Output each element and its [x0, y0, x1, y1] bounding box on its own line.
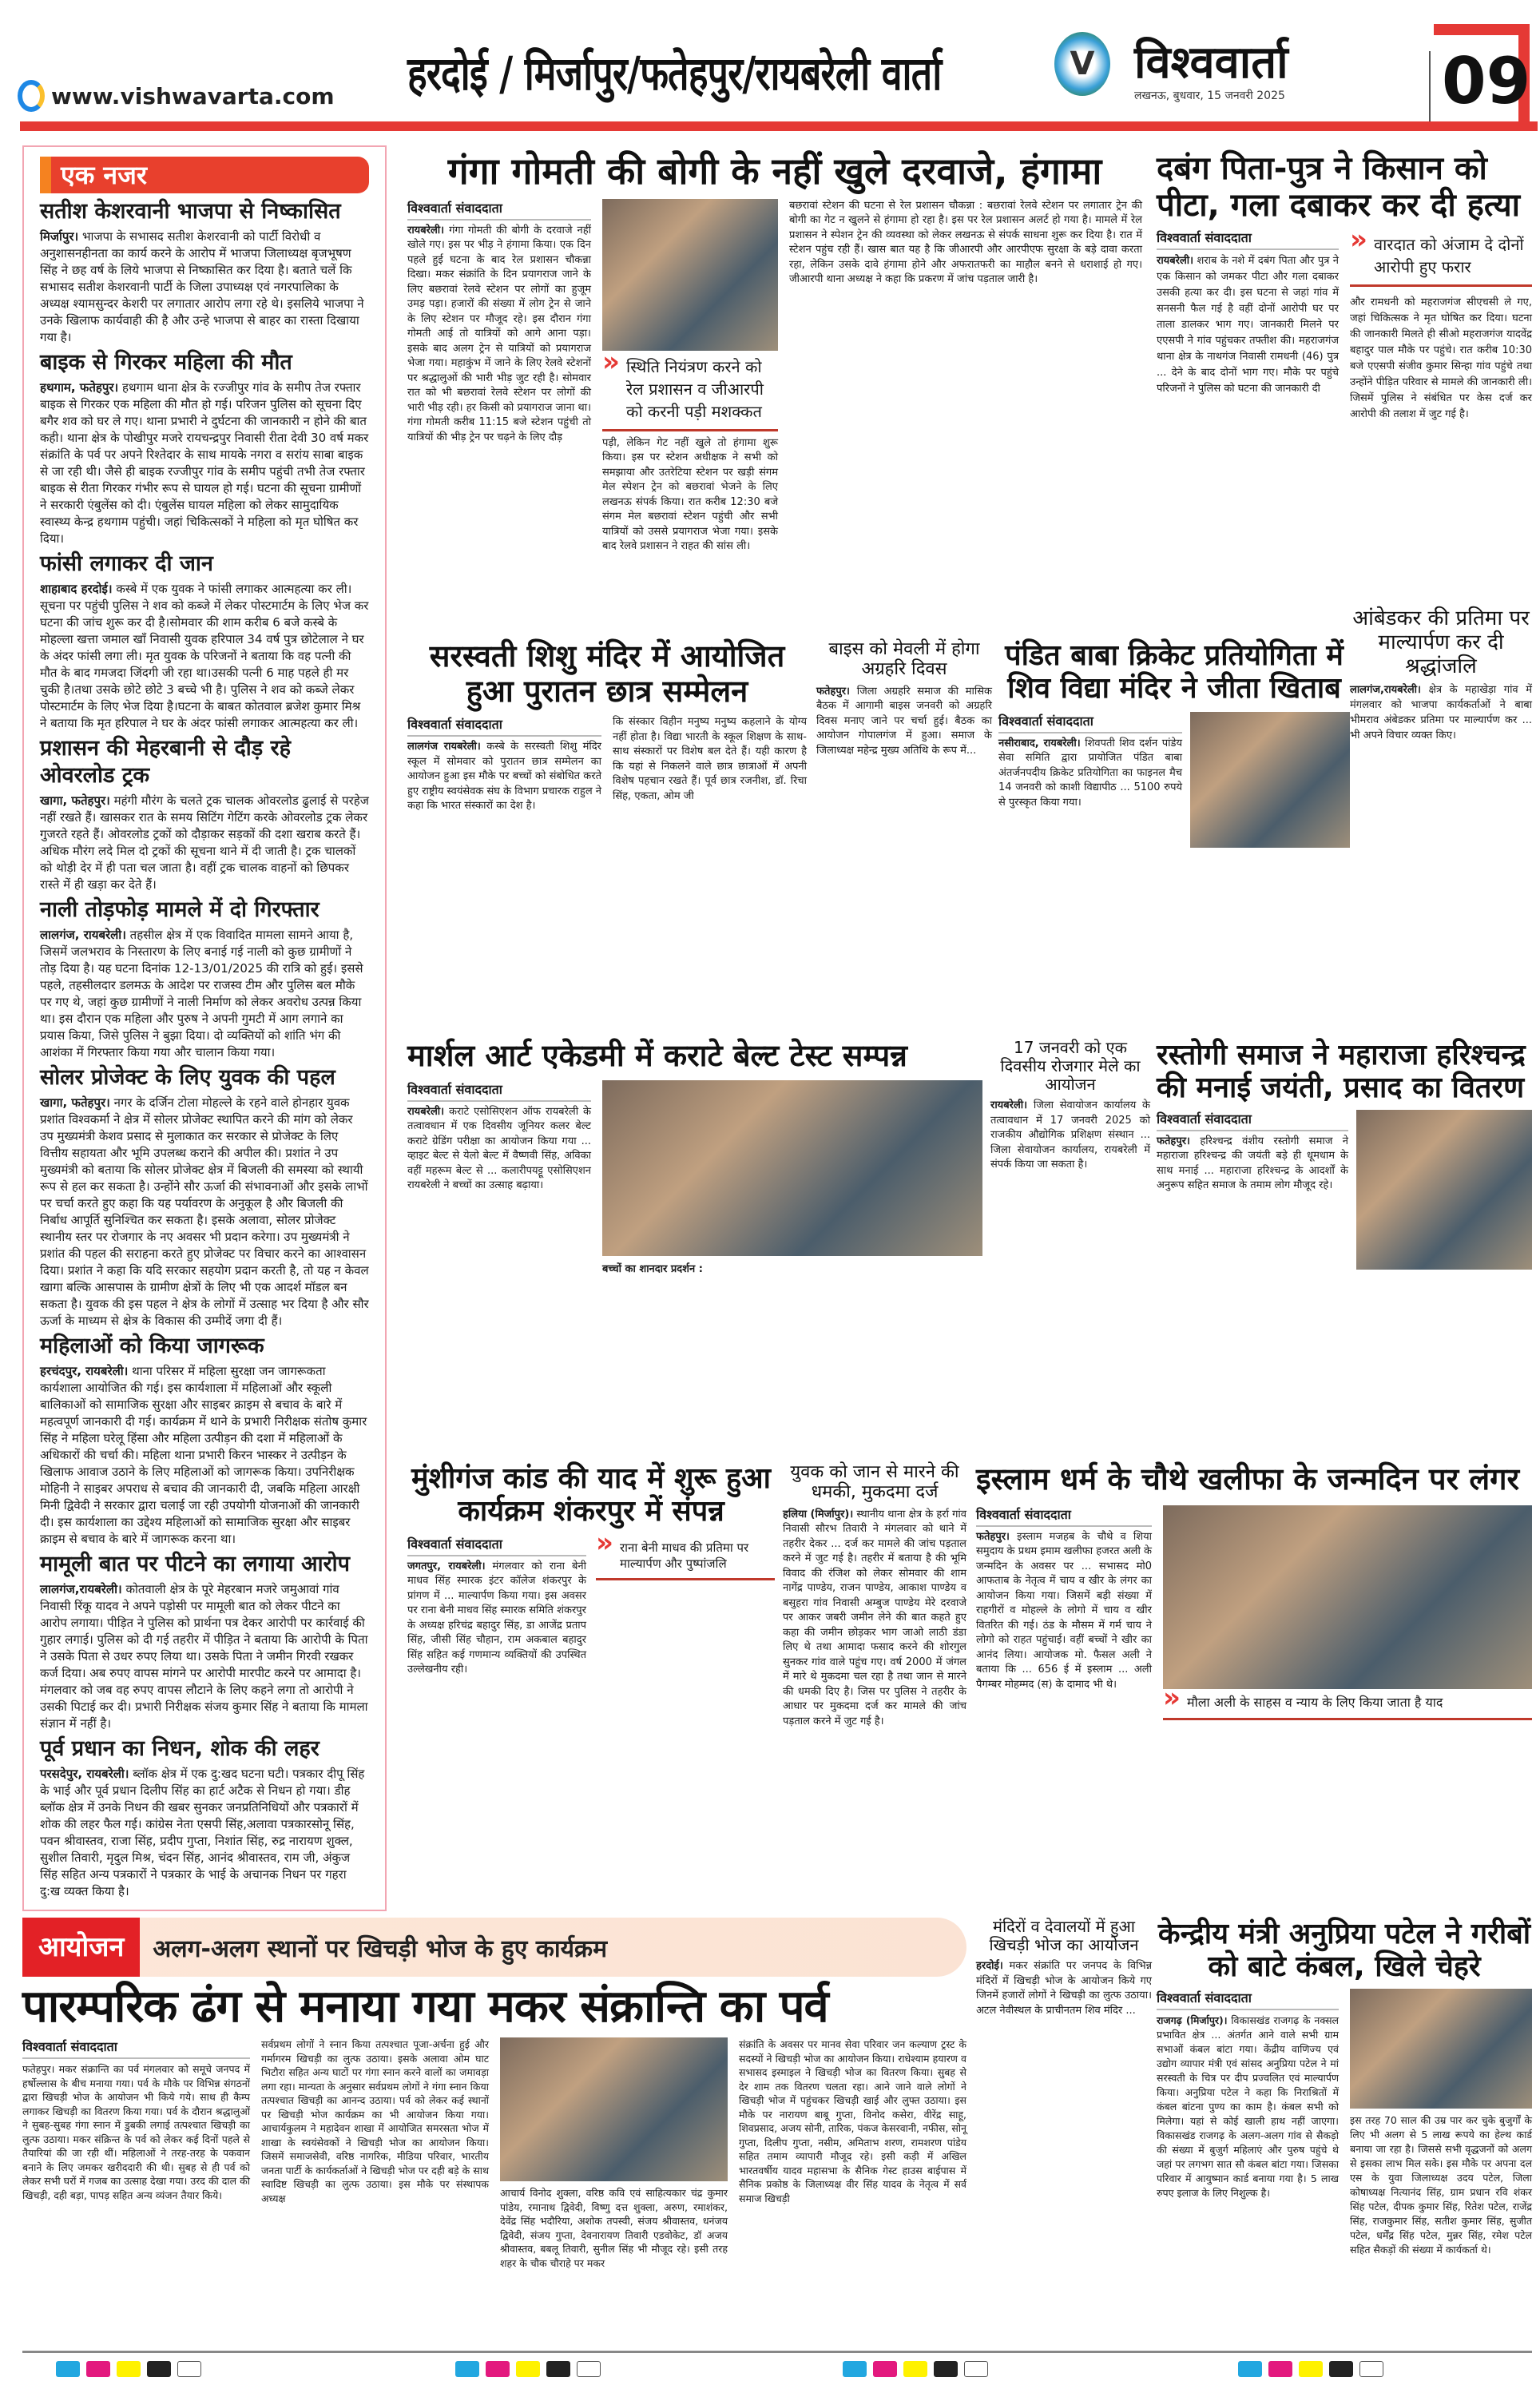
briefs-list	[40, 198, 369, 1900]
registration-marks	[1238, 2361, 1383, 2377]
brief-place: परसदेपुर, रायबरेली।	[40, 1767, 129, 1781]
masthead-divider	[20, 121, 1538, 131]
headline: गंगा गोमती की बोगी के नहीं खुले दरवाजे, हंगामा	[447, 149, 1102, 193]
article-rastogi	[1157, 1039, 1532, 1430]
body-text: मकर संक्रांति पर जनपद के विभिन्न मंदिरों में खिचड़ी भोज के आयोजन किये गए जिनमें हजारों लोगों ने खिचड़ी का लुत्फ उठाया। अटल नेवीस्थल के प्राचीनतम शिव मंदिर ...	[976, 1960, 1152, 2017]
headline: केन्द्रीय मंत्री अनुप्रिया पटेल ने गरीबों को बाटे कंबल, खिले चेहरे	[1157, 1918, 1531, 1984]
dateline-place: राजगढ़ (मिर्जापुर)।	[1157, 2013, 1228, 2026]
brand-name: विश्ववार्ता	[1134, 37, 1288, 89]
news-photo	[500, 2037, 728, 2181]
body-text: विकासखंड राजगढ़ के नक्सल प्रभावित क्षेत्र ... अंतर्गत आने वाले सभी ग्राम सभाओं कंबल बांटा गया। केंद्रीय वाणिज्य एवं उद्योग व्यापार मंत्री एवं सांसद अनुप्रिया पटेल ने मां सरस्वती के चित्र पर दीप प्रज्वलित एवं माल्यार्पण किया। अनुप्रिया पटेल ने कहा कि निराश्रितों में कंबल बांटना पुण्य का काम है। कंबल सभी को मिलेगा। यहां से कोई खाली हाथ नहीं जाएगा। विकासखंड राजगढ़ के अलग-अलग गांव से सैकड़ो की संख्या में बुजुर्ग महिलाएं और पुरुष पहुंचे थे जहां पर लगभग सात सौ कंबल बांटा गया। जिसका परिवार में आयुष्मान कार्ड बनाया गया है। 5 लाख रुपए इलाज के लिए निशुल्क है।	[1157, 2013, 1339, 2199]
crosshair-icon	[964, 2361, 988, 2377]
headline: रस्तोगी समाज ने महाराजा हरिश्चन्द्र की मनाई जयंती, प्रसाद का वितरण	[1157, 1039, 1526, 1105]
crosshair-icon	[177, 2361, 201, 2377]
callout: » राना बेनी माधव की प्रतिमा पर माल्यार्पण और पुष्पांजलि	[596, 1535, 775, 1580]
black-swatch	[147, 2361, 171, 2377]
dateline-place: रायबरेली।	[990, 1099, 1028, 1111]
body-text: सर्वप्रथम लोगों ने स्नान किया तत्पश्चात पूजा-अर्चना हुई और गर्मागरम खिचड़ी का लुत्फ उठाया। इसके अलावा ओम घाट भिटौरा सहित अन्य घाटों पर गंगा स्नान करने वालों का जमावड़ा लगा रहा। मान्यता के अनुसार सर्वप्रथम लोगों ने गंगा स्नान किया तत्पश्चात खिचड़ी का आनन्द उठाया। पर्व को लेकर कई स्थानों पर खिचड़ी भोज कार्यक्रम का भी आयोजन किया गया। आचार्यकुलम ने महादेवन शाखा में आयोजित समरसता भोज में शाखा के स्वयंसेवकों ने खिचड़ी भोज का आयोजन किया। जिसमें समाजसेवी, वरिष्ठ नागरिक, मीडिया परिवार, भारतीय जनता पार्टी के कार्यकर्ताओं ने खिचड़ी भोज पर दही बड़े के साथ स्वादिष्ट खिचड़ी का लुत्फ उठाया। इस मौके पर संस्थापक अध्यक्ष	[261, 2038, 489, 2204]
body-text: मंगलवार को राना बेनी माधव सिंह स्मारक इंटर कॉलेज शंकरपुर के प्रांगण में ... माल्यार्पण किया गया। इस अवसर पर राना बेनी माधव सिंह स्मारक समिति शंकरपुर के अध्यक्ष हरिचंद्र बहादुर सिंह, डा आजेंद्र प्रताप सिंह, जीसी सिंह चौहान, राम अकबाल बहादुर सिंह सहित कई गणमान्य व्यक्तियों की उपस्थित उल्लेखनीय रही।	[407, 1560, 586, 1676]
brief-title: नाली तोड़फोड़ मामले में दो गिरफ्तार	[40, 897, 320, 922]
article-dhamki	[783, 1462, 966, 1910]
brief-title: मामूली बात पर पीटने का लगाया आरोप	[40, 1552, 350, 1576]
brief-body	[40, 1363, 369, 1548]
byline: विश्ववार्ता संवाददाता	[407, 199, 591, 221]
brief-text: कस्बे में एक युवक ने फांसी लगाकर आत्महत्या कर ली। सूचना पर पहुंची पुलिस ने शव को कब्जे में लेकर पोस्टमार्टम के लिए भेज कर घटना की जांच शुरू कर दी है।सोमवार की शाम करीब 6 बजे कस्बे के मोहल्ला खत्ता जमाल खाँ निवासी युवक हरिपाल 34 वर्ष पुत्र छोटेलाल ने घर के अंदर फांसी लगा ली। मृत युवक के परिजनों ने बताया कि वह पत्नी की मौत के बाद गमजदा जिंदगी जी रहा था।उसकी पत्नी 6 माह पहले ही मर चुकी है।तथा उसके छोटे छोटे 3 बच्चे भी है। पुलिस ने शव को कब्जे लेकर पोस्टमार्टम के लिए भेज दिया है।घटना के बाबत कोतवाल ब्रजेश कुमार मिश्र ने बताया कि मृत हरिपाल ने घर के अंदर फांसी लगाकर आत्महत्या कर ली।	[40, 582, 369, 730]
dateline-place: लालगंज रायबरेली।	[407, 741, 481, 753]
byline: विश्ववार्ता संवाददाता	[1157, 1989, 1339, 2010]
article-saraswati	[407, 639, 807, 1015]
body-text: क्षेत्र के महाखेड़ा गांव में मंगलवार को भाजपा कार्यकर्ताओं ने बाबा भीमराव अंबेडकर प्रतिमा पर माल्यार्पण कर ... भी अपने विचार व्यक्त किए।	[1350, 683, 1532, 741]
section-title: हरदोई / मिर्जापुर/फतेहपुर/रायबरेली वार्ता	[407, 46, 942, 101]
black-swatch	[934, 2361, 958, 2377]
headline: मंदिरों व देवालयों में हुआ खिचड़ी भोज का आयोजन	[989, 1917, 1139, 1954]
brief-body	[40, 1095, 369, 1330]
yellow-swatch	[1299, 2361, 1323, 2377]
cyan-swatch	[455, 2361, 479, 2377]
body-text: जिला सेवायोजन कार्यालय के तत्वावधान में 17 जनवरी 2025 को राजकीय औद्योगिक प्रशिक्षण संस्थान ... जिला सेवायोजन कार्यालय, रायबरेली में संपर्क किया जा सकता है।	[990, 1099, 1150, 1171]
brief-body	[40, 229, 369, 346]
news-photo	[602, 199, 778, 351]
byline: विश्ववार्ता संवाददाता	[22, 2037, 250, 2059]
yellow-swatch	[903, 2361, 927, 2377]
headline: बाइस को मेवली में होगा अग्रहरि दिवस	[828, 639, 980, 680]
brief-text: नगर के दर्जिन टोला मोहल्ले के रहने वाले होनहार युवक प्रशांत विश्वकर्मा ने क्षेत्र में सोलर प्रोजेक्ट स्थापित करने की मांग को लेकर उप मुख्यमंत्री केशव प्रसाद से मुलाकात कर सरकार से प्रोजेक्ट के लिए वित्तीय सहायता और भूमि उपलब्ध कराने की अपील की। प्रशांत ने उप मुख्यमंत्री को बताया कि सोलर प्रोजेक्ट क्षेत्र में बिजली की समस्या को स्थायी रूप से हल कर सकता है। उन्होंने सौर ऊर्जा की संभावनाओं और इसके लाभों पर चर्चा करते हुए कहा कि यह पर्यावरण के अनुकूल है और बिजली की निर्बाध आपूर्ति सुनिश्चित कर सकता है। इसके अलावा, सोलर प्रोजेक्ट स्थानीय स्तर पर रोजगार के नए अवसर भी प्रदान करेगा। उप मुख्यमंत्री ने प्रशांत की पहल की सराहना करते हुए प्रोजेक्ट पर विचार करने का आश्वासन दिया। प्रशांत ने कहा कि यदि सरकार सहयोग प्रदान करती है, तो यह न केवल खागा बल्कि आसपास के ग्रामीण क्षेत्रों के लिए भी एक आदर्श मॉडल बन सकता है। युवक की इस पहल ने क्षेत्र के लोगों में उत्साह भर दिया है और सौर ऊर्जा के माध्यम से क्षेत्र के विकास की उम्मीदें जगा दी हैं।	[40, 1095, 369, 1328]
article-rozgar	[990, 1039, 1150, 1430]
brief-title: पूर्व प्रधान का निधन, शोक की लहर	[40, 1736, 320, 1761]
news-photo	[1356, 1110, 1532, 1270]
brief-title: प्रशासन की मेहरबानी से दौड़ रहे ओवरलोड ट्रक	[40, 736, 292, 788]
headline: मुंशीगंज कांड की याद में शुरू हुआ कार्यक्रम शंकरपुर में संपन्न	[411, 1462, 771, 1528]
brief-place: हथगाम, फतेहपुर।	[40, 380, 119, 395]
brief-body	[40, 581, 369, 732]
magenta-swatch	[873, 2361, 897, 2377]
ek-najar-label: एक नजर	[40, 157, 369, 193]
body-text: शिवपती शिव दर्शन पांडेय सेवा समिति द्वारा प्रायोजित पंडित बाबा अंतर्जनपदीय क्रिकेट प्रतियोगिता का फाइनल मैच 14 जनवरी को काशी विद्यापीठ ... 5100 रुपये से पुरस्कृत किया गया।	[998, 737, 1182, 809]
article-khalifa	[976, 1462, 1532, 1910]
brief-text: महंगी मौरंग के चलते ट्रक चालक ओवरलोड ढुलाई से परहेज नहीं रखते हैं। खासकर रात के समय सिटिंग गेटिंग करके ओवरलोड ट्रक लेकर गुजरते रहते हैं। ओवरलोड ट्रकों को दौड़ाकर सड़कों की दशा खराब करते हैं। अधिक मौरंग लदे मिल दो ट्रकों की सूचना थाने में दी जाती है। ट्रक चालकों को थोड़ी देर में ही पता चल जाता है। वहीं ट्रक चालक वाहनों को छिपकर रास्ते में ही खड़ा कर देते हैं।	[40, 793, 369, 892]
website-url[interactable]: www.vishwavarta.com	[51, 82, 335, 109]
brief-place: मिर्जापुर।	[40, 229, 79, 244]
cyan-swatch	[56, 2361, 80, 2377]
brief-body	[40, 927, 369, 1061]
news-photo	[602, 1080, 982, 1256]
page-number: 09	[1434, 24, 1530, 126]
article-agrahari	[816, 639, 992, 1015]
body-text: गंगा गोमती की बोगी के दरवाजे नहीं खोले गए। इस पर भीड़ ने हंगामा किया। एक दिन पहले हुई घटना के बाद रेल प्रशासन चौकन्ना दिखा। मकर संक्रांति के दिन प्रयागराज जाने के लिए बछरावां रेलवे स्टेशन पर लोगों का हुजूम उमड़ पड़ा। हजारों की संख्या में लोग ट्रेन से जाने के लिए स्टेशन पर मौजूद रहे। इस दौरान गंगा गोमती आई तो यात्रियों को आगे आना पड़ा। इसके बाद अलग ट्रेन से यात्रियों को प्रयागराज भेजा गया। महाकुंभ में जाने के लिए रेलवे स्टेशनों पर श्रद्धालुओं की भारी भीड़ जुट रही है। सोमवार रात को भी बछरावां रेलवे स्टेशन पर लोगों की भारी भीड़ रही। हर किसी को प्रयागराज जाना था। गंगा गोमती करीब 11:15 बजे स्टेशन पहुंची तो यात्रियों की भीड़ ट्रेन पर चढ़ने के लिए दौड़	[407, 224, 592, 443]
callout: » स्थिति नियंत्रण करने को रेल प्रशासन व जीआरपी को करनी पड़ी मशक्कत	[602, 351, 778, 431]
dateline-place: फतेहपुर।	[1157, 1135, 1190, 1147]
byline: विश्ववार्ता संवाददाता	[407, 1080, 591, 1102]
article-ambedkar	[1350, 607, 1532, 1015]
body-text: इस्लाम मजहब के चौथे व शिया समुदाय के प्रथम इमाम खलीफा हजरत अली के जन्मदिन के अवसर पर ... सभासद मो0 आफताब के नेतृत्व में चाय व खीर के लंगर का आयोजन किया गया। जिसमें बड़ी संख्या में राहगीरों व मोहल्ले के लोगो में चाय व खीर वितरित की गई। ठंड के मौसम में गर्म चाय ने लोगो को राहत पहुंचाई। वहीं बच्चों ने खीर का आनंद लिया। आयोजक मो. फैसल अली ने बताया कि ... 656 ई में इस्लाम ... अली पैगम्बर मोहम्मद (स) के दामाद भी थे।	[976, 1530, 1152, 1691]
brief-body	[40, 380, 369, 547]
section-banner	[22, 1918, 966, 1977]
news-photo	[1190, 712, 1350, 848]
article-ganga-gomti	[407, 149, 1142, 553]
byline: विश्ववार्ता संवाददाता	[998, 712, 1182, 733]
body-text: पड़ी, लेकिन गेट नहीं खुले तो हंगामा शुरू किया। इस पर स्टेशन अधीक्षक ने सभी को समझाया और उतरेटिया स्टेशन पर खड़ी संगम मेल स्पेशन ट्रेन को बछरावां भेजने के लिए लखनऊ संपर्क किया। रात करीब 12:30 बजे संगम मेल बछरावां स्टेशन पहुंची और सभी यात्रियों को उससे प्रयागराज भेजा गया। इसके बाद रेलवे प्रशासन ने राहत की सांस ली।	[602, 436, 778, 553]
callout: » मौला अली के साहस व न्याय के लिए किया जाता है याद	[1163, 1689, 1532, 1720]
dateline-place: रायबरेली।	[407, 224, 445, 237]
brief-title: सोलर प्रोजेक्ट के लिए युवक की पहल	[40, 1065, 335, 1090]
article-karate	[407, 1039, 982, 1430]
body-text: कराटे एसोसिएशन ऑफ रायबरेली के तत्वावधान में एक दिवसीय जूनियर कलर बेल्ट कराटे ग्रेडिंग परीक्षा का आयोजन किया गया ... व्हाइट बेल्ट से येलो बेल्ट में वैष्णवी सिंह, अविका वहीं महरूम बेल्ट से ... कलारीपयट्टू एसोसिएशन रायबरेली ने बच्चों का उत्साह बढ़ाया।	[407, 1105, 591, 1192]
brief-place: लालगंज, रायबरेली।	[40, 928, 126, 942]
brief-body	[40, 793, 369, 893]
dateline-place: नसीराबाद, रायबरेली।	[998, 737, 1081, 749]
registration-marks	[843, 2361, 988, 2377]
brief-title: सतीश केशरवानी भाजपा से निष्कासित	[40, 199, 341, 224]
news-photo	[1350, 1989, 1532, 2109]
brief-title: महिलाओं को किया जागरूक	[40, 1334, 264, 1358]
brief-text: थाना परिसर में महिला सुरक्षा जन जागरूकता कार्यशाला आयोजित की गई। इस कार्यशाला में महिलाओं और स्कूली बालिकाओं को सामाजिक सुरक्षा और साइबर क्राइम से बचाव के बारे में महत्वपूर्ण जानकारी दी गई। कार्यक्रम में थाने के प्रभारी निरीक्षक संतोष कुमार सिंह ने महिला घरेलू हिंसा और महिला उत्पीड़न की दशा में महिलाओं के अधिकारों की चर्चा की। महिला थाना प्रभारी किरन भास्कर ने उत्पीड़न के खिलाफ आवाज उठाने के लिए महिलाओं को जागरूक किया। उपनिरीक्षक मोहिनी ने साइबर अपराध से बचाव की जानकारी दी, जबकि महिला आरक्षी मिनी द्विवेदी ने सरकार द्वारा चलाई जा रही उपयोगी योजनाओं की जानकारी दी। इस कार्यशाला का उद्देश्य महिलाओं को सामाजिक सुरक्षा और साइबर क्राइम से बचाव के बारे में जागरूक करना था।	[40, 1364, 367, 1546]
magenta-swatch	[486, 2361, 510, 2377]
body-text: कि संस्कार विहीन मनुष्य मनुष्य कहलाने के योग्य नहीं होता है। विद्या भारती के स्कूल शिक्षण के साथ-साथ संस्कारों पर विशेष बल देते हैं। यही कारण है कि यहां से निकलने वाले छात्र छात्राओं में अपनी विशेष पहचान रखते हैं। पूर्व छात्र रजनीश, डॉ. रिचा सिंह, एकता, ओम जी	[613, 716, 807, 802]
byline: विश्ववार्ता संवाददाता	[976, 1505, 1152, 1527]
ek-najar-column	[22, 145, 387, 1911]
headline: युवक को जान से मारने की धमकी, मुकदमा दर्ज	[790, 1462, 959, 1503]
dateline: लखनऊ, बुधवार, 15 जनवरी 2025	[1134, 89, 1285, 102]
callout: » वारदात को अंजाम दे दोनों आरोपी हुए फरार	[1350, 229, 1532, 287]
byline: विश्ववार्ता संवाददाता	[407, 715, 601, 737]
headline: दबंग पिता-पुत्र ने किसान को पीटा, गला दबाकर कर दी हत्या	[1157, 150, 1521, 224]
dateline-place: हरदोई।	[976, 1960, 1003, 1972]
section-subtitle: अलग-अलग स्थानों पर खिचड़ी भोज के हुए कार्यक्रम	[153, 1934, 608, 1963]
byline: विश्ववार्ता संवाददाता	[407, 1535, 586, 1556]
yellow-swatch	[516, 2361, 540, 2377]
article-cricket	[998, 639, 1350, 1015]
dateline-place: रायबरेली।	[1157, 255, 1194, 267]
body-text: स्थानीय थाना क्षेत्र के हर्रा गांव निवासी सौरभ तिवारी ने मंगलवार को थाने में तहरीर देकर ... दर्ज कर मामले की जांच पड़ताल करने में जुट गई है। तहरीर में बताया है की भूमि विवाद की रंजिश को लेकर सोमवार की शाम नागेंद्र पाण्डेय, राजन पाण्डेय, आकाश पाण्डेय व बसुहरा गांव निवासी अम्बुज पाण्डेय मेरे दरवाजे पर आकर जबरी जमीन लेने की बात कहते हुए कहा की जमीन छोड़कर भाग जाओ लाठी डंडा लिए थे तथा आमादा फसाद करने की शोरगुल सुनकर गांव वाले पहुंच गए। वर्ष 2000 में जंगल में मारे थे मुकदमा चल रहा है तथा जान से मारने की धमकी दिए है। जिस पर पुलिस ने तहरीर के आधार पर मुकदमा दर्ज कर मामले की जांच पड़ताल करने में जुट गई है।	[783, 1508, 967, 1727]
body-text: इस तरह 70 साल की उम्र पार कर चुके बुजुर्गों के लिए भी अलग से 5 लाख रूपये का हेल्थ कार्ड बनाया जा रहा है। जिससे सभी वृद्धजनों को अलग से इसका लाभ मिल सके। इस मौके पर अपना दल एस के युवा जिलाध्यक्ष उदय पटेल, जिला कोषाध्यक्ष नित्यानंद सिंह, ग्राम प्रधान रवि शंकर सिंह पटेल, दीपक कुमार सिंह, रितेश पटेल, राजेंद्र सिंह, राजकुमार सिंह, सतीश कुमार सिंह, सुजीत पटेल, धर्मेंद्र सिंह पटेल, मुन्नर सिंह, रमेश पटेल सहित सैकड़ों की संख्या में कार्यकर्ता थे।	[1350, 2113, 1532, 2256]
brief-place: खागा, फतेहपुर।	[40, 793, 110, 808]
brief-text: तहसील क्षेत्र में एक विवादित मामला सामने आया है, जिसमें जलभराव के निस्तारण के लिए बनाई गई नाली को कुछ ग्रामीणों ने तोड़ दिया है। यह घटना दिनांक 12-13/01/2025 की रात्रि को हुई। इससे पहले, तहसीलदार डलमऊ के आदेश पर राजस्व टीम और पुलिस बल मौके पर गए थे, जहां कुछ ग्रामीणों ने नाली निर्माण को लेकर अवरोध उत्पन्न किया था। इस दौरान एक महिला और पुरुष ने अपनी गुमटी में आग लगाने का प्रयास किया, जिसे पुलिस ने बुझा दिया। दो व्यक्तियों को शांति भंग की आशंका में गिरफ्तार किया गया और चालान किया गया।	[40, 928, 363, 1059]
headline: इस्लाम धर्म के चौथे खलीफा के जन्मदिन पर लंगर	[976, 1461, 1520, 1497]
brief-title: बाइक से गिरकर महिला की मौत	[40, 350, 292, 375]
brief-text: कोतवाली क्षेत्र के पूरे मेहरबान मजरे जमुआवां गांव निवासी रिंकू यादव ने अपने पड़ोसी पर मामूली बात को लेकर पीटने का आरोप लगाया। पीड़ित ने पुलिस को प्रार्थना पत्र देकर आरोपी पर कार्रवाई की गुहार लगाई। पुलिस को दी गई तहरीर में पीड़ित ने बताया कि आरोपी के पिता ने उसके पिता से उधर रुपए लिया था। उसके पिता ने जमीन गिरवी रखकर कर्ज दिया। अब रुपए वापस मांगने पर आरोपी मारपीट करने पर आमादा है। मंगलवार को जब वह रुपए वापस लौटाने के लिए कहने लगा तो आरोपी ने उसकी पिटाई कर दी। प्रभारी निरीक्षक संजय कुमार सिंह ने बताया कि मामला संज्ञान में नहीं है।	[40, 1582, 368, 1731]
body-text: आचार्य विनोद शुक्ला, वरिष्ठ कवि एवं साहित्यकार चंद्र कुमार पांडेय, रमानाथ द्विवेदी, विष्णु दत्त शुक्ला, अरुण, रमाशंकर, देवेंद्र सिंह भदौरिया, अशोक तपस्वी, संजय श्रीवास्तव, धनंजय द्विवेदी, संजय गुप्ता, देवनारायण तिवारी एडवोकेट, डॉ अजय श्रीवास्तव, बबलू तिवारी, सुनील सिंह भी मौजूद रहे। इसी तरह शहर के चौक चौराहे पर मकर	[500, 2187, 728, 2269]
crosshair-icon	[577, 2361, 601, 2377]
brief-text: हथगाम थाना क्षेत्र के रज्जीपुर गांव के समीप तेज रफ्तार बाइक से गिरकर एक महिला की मौत हो गई। परिजन पुलिस को सूचना दिए बगैर शव को घर ले गए। थाना प्रभारी ने दुर्घटना की जानकारी न होने की बात कही। थाना क्षेत्र के पोखीपुर मजरे रायचन्द्रपुर निवासी रीता देवी 30 वर्ष मकर संक्रांति के पर्व पर अपने रिश्तेदार के साथ मायके नगरा व सरांय साबा बाइक से जा रही थी। जैसे ही बाइक रज्जीपुर गांव के समीप पहुंची तभी तेज रफ्तार बाइक से रीता गिरकर गंभीर रूप से घायल हो गई। घटना की सूचना ग्रामीणों ने सरकारी एंबुलेंस को दी। एंबुलेंस घायल महिला को लेकर सामुदायिक स्वास्थ्य केन्द्र हथगाम पहुंची। जहां चिकित्सकों ने महिला को मृत घोषित कर दिया।	[40, 380, 369, 546]
article-mandir-khichdi	[976, 1918, 1152, 2349]
headline: पारम्परिक ढंग से मनाया गया मकर संक्रान्ति का पर्व	[22, 1981, 828, 2033]
dateline-place: लालगंज,रायबरेली।	[1350, 683, 1421, 696]
browser-icon	[18, 80, 45, 112]
headline: मार्शल आर्ट एकेडमी में कराटे बेल्ट टेस्ट सम्पन्न	[407, 1038, 907, 1073]
byline: विश्ववार्ता संवाददाता	[1157, 229, 1339, 250]
body-text: कस्बे के सरस्वती शिशु मंदिर स्कूल में सोमवार को पुरातन छात्र सम्मेलन का आयोजन हुआ इस मौके पर बच्चों को संबोधित करते हुए राष्ट्रीय स्वयंसेवक संघ के विभाग प्रचारक राहुल ने कहा कि भारत संस्कारों का देश है।	[407, 741, 601, 813]
cyan-swatch	[843, 2361, 867, 2377]
brief-place: हरचंदपुर, रायबरेली।	[40, 1364, 129, 1378]
brief-place: शाहाबाद हरदोई।	[40, 582, 113, 596]
body-text: शराब के नशे में दबंग पिता और पुत्र ने एक किसान को जमकर पीटा और गला दबाकर उसकी हत्या कर दी। इस घटना से जहां गांव में सनसनी फैल गई है वहीं दोनों आरोपी घर पर ताला डालकर भाग गए। जानकारी मिलने पर एएसपी ने गांव पहुंचकर तफ्तीश की। महराजगंज थाना क्षेत्र के नाथगंज निवासी रामधनी (46) पुत्र ... देने के बाद दोनों भाग गए। मौके पर पहुंचे परिजनों ने पुलिस को घटना की जानकारी दी	[1157, 255, 1339, 395]
crosshair-icon	[1359, 2361, 1383, 2377]
brief-body	[40, 1581, 369, 1732]
headline: सरस्वती शिशु मंदिर में आयोजित हुआ पुरातन छात्र सम्मेलन	[429, 638, 785, 709]
article-anupriya	[1157, 1918, 1532, 2349]
website-link[interactable]	[18, 80, 335, 112]
registration-marks	[56, 2361, 201, 2377]
brief-text: ब्लॉक क्षेत्र में एक दु:खद घटना घटी। पत्रकार दीपू सिंह के भाई और पूर्व प्रधान दिलीप सिंह का हार्ट अटैक से निधन हो गया। डीह ब्लॉक क्षेत्र में उनके निधन की खबर सुनकर जनप्रतिनिधियों और पत्रकारों में शोक की लहर फैल गई। कांग्रेस नेता एसपी सिंह,अलावा पत्रकारसोनू सिंह, पवन श्रीवास्तव, राजा सिंह, प्रदीप गुप्ता, निशांत सिंह, रुद्र नारायण शुक्ल, सुशील तिवारी, मृदुल मिश्र, चंदन सिंह, आनंद श्रीवास्तव, राम जी, अंकुज सिंह सहित अन्य पत्रकारों ने पत्रकार के भाई के अचानक निधन पर गहरा दु:ख व्यक्त किया है।	[40, 1767, 365, 1898]
section-tag: आयोजन	[22, 1918, 140, 1977]
article-munshiganj	[407, 1462, 775, 1910]
black-swatch	[1329, 2361, 1353, 2377]
body-text: और रामधनी को महराजगंज सीएचसी ले गए, जहां चिकित्सक ने मृत घोषित कर दिया। घटना की जानकारी मिलते ही सीओ महराजगंज यादवेंद्र बहादुर पाल मौके पर पहुंचे। रात करीब 10:30 बजे एएसपी संजीव कुमार सिन्हा गांव पहुंचे तथा उन्होंने पीड़ित परिवार से मामले की जानकारी ली। जिसमें पुलिस ने संबंधित पर केस दर्ज कर आरोपी की तलाश में जुट गई है।	[1350, 296, 1532, 420]
brief-place: लालगंज,रायबरेली।	[40, 1582, 122, 1596]
article-makar-sankranti	[22, 1982, 966, 2349]
dateline-place: रायबरेली।	[407, 1105, 445, 1118]
headline: पंडित बाबा क्रिकेट प्रतियोगिता में शिव विद्या मंदिर ने जीता खिताब	[1005, 639, 1344, 706]
cyan-swatch	[1238, 2361, 1262, 2377]
headline: 17 जनवरी को एक दिवसीय रोजगार मेले का आयोजन	[1000, 1038, 1141, 1094]
brief-title: फांसी लगाकर दी जान	[40, 551, 213, 576]
dateline-place: फतेहपुर।	[816, 685, 850, 698]
headline: आंबेडकर की प्रतिमा पर माल्यार्पण कर दी श्रद्धांजलि	[1352, 606, 1530, 678]
yellow-swatch	[117, 2361, 141, 2377]
magenta-swatch	[86, 2361, 110, 2377]
dateline-place: हलिया (मिर्जापुर)।	[783, 1508, 854, 1521]
article-dabang	[1157, 150, 1532, 566]
magenta-swatch	[1268, 2361, 1292, 2377]
news-photo	[1163, 1505, 1532, 1689]
body-text: जिला अग्रहरि समाज की मासिक बैठक में आगामी बाइस जनवरी को अग्रहरि दिवस मनाए जाने पर चर्चा हुई। बैठक का आयोजन गोपालगंज में हुआ। समाज के जिलाध्यक्ष महेन्द्र मुख्य अतिथि के रूप में...	[816, 685, 993, 757]
brief-text: भाजपा के सभासद सतीश केशरवानी को पार्टी विरोधी व अनुशासनहीनता का कार्य करने के आरोप में भाजपा जिलाध्यक्ष बृजभूषण सिंह ने छह वर्ष के लिये भाजपा से निष्कासित कर दिया है। बताते चलें कि सभासद सतीश केशरवानी पार्टी के जिला उपाध्यक्ष एवं नगरपालिका के अध्यक्ष श्यामसुन्दर केशरी पर लगातार आरोप लगा रहे थे। इसलिये भाजपा ने उनके खिलाफ कार्यवाही की है और उन्हे भाजपा से बाहर का रास्ता दिखाया गया है।	[40, 229, 364, 344]
brief-place: खागा, फतेहपुर।	[40, 1095, 110, 1110]
black-swatch	[546, 2361, 570, 2377]
registration-marks	[455, 2361, 601, 2377]
subhead: बच्चों का शानदार प्रदर्शन :	[602, 1262, 703, 1275]
dateline-place: जगतपुर, रायबरेली।	[407, 1560, 486, 1572]
dateline-place: फतेहपुर।	[976, 1530, 1010, 1543]
body-text: संक्रांति के अवसर पर मानव सेवा परिवार जन कल्याण ट्रस्ट के सदस्यों ने खिचड़ी भोज का आयोजन किया। राधेश्याम हयारण व सभासद इस्माइल ने खिचड़ी भोज का वितरण किया। सुबह से देर शाम तक वितरण चलता रहा। आने जाने वाले लोगों ने खिचड़ी भोज में पहुंचकर खिचड़ी खाई और लुफ्त उठाया। इस मौके पर नारायण बाबू गुप्ता, विनोद कसेरा, वीरेंद्र साहू, शिवप्रसाद, अजय सोनी, तारिक, पंकज केसरवानी, नफीस, सोनू गुप्ता, दिलीप गुप्ता, नसीम, अमिताभ शरण, रामशरण पांडेय सहित तमाम व्यापारी मौजूद रहे। इसी कड़ी में अखिल भारतवर्षीय यादव महासभा के सैनिक गेस्ट हाउस बाईपास में सैनिक प्रकोष्ठ के जिलाध्यक्ष वीर सिंह यादव के नेतृत्व में सर्व समाज खिचड़ी	[739, 2038, 966, 2204]
bottom-divider	[22, 2351, 1532, 2353]
brief-body	[40, 1766, 369, 1900]
body-text: बछरावां स्टेशन की घटना से रेल प्रशासन चौकन्ना : बछरावां रेलवे स्टेशन पर लगातार ट्रेन की बोगी का गेट न खुलने से हंगामा हो रहा है। इस पर रेल प्रशासन अलर्ट हो गया है। मामले में रेल प्रशासन ने स्पेशन ट्रेन की व्यवस्था को लेकर लखनऊ से संपर्क साधना शुरू कर दिया है। रात में स्टेशन पहुंच रही हैं। खास बात यह है कि जीआरपी और आरपीएफ सुरक्षा के बड़े दावा करता रहा, लेकिन उसके दावे हंगामा होने और अफरातफरी का माहौल बनने से धराशाई हो गए। जीआरपी थाना अध्यक्ष ने कहा कि प्रकरण में जांच पड़ताल जारी है।	[789, 199, 1142, 286]
brand-logo-icon: V	[1054, 32, 1110, 96]
byline: विश्ववार्ता संवाददाता	[1157, 1110, 1348, 1131]
body-text: हरिश्चन्द्र वंशीय रस्तोगी समाज ने महाराजा हरिश्चन्द्र की जयंती बड़े ही धूमधाम के साथ मनाई ... महाराजा हरिश्चन्द्र के आदर्शों के अनुरूप सहित समाज के तमाम लोग मौजूद रहे।	[1157, 1135, 1348, 1192]
body-text: फतेहपुर। मकर संक्रान्ति का पर्व मंगलवार को समूचे जनपद में हर्षोल्लास के बीच मनाया गया। पर्व के मौके पर विभिन्न संगठनों द्वारा खिचड़ी भोज के आयोजन भी किये गये। साथ ही कैम्प लगाकर खिचड़ी का वितरण किया गया। पर्व के दौरान श्रद्धालुओं ने सुबह-सुबह गंगा स्नान में डुबकी लगाई तत्पश्चात खिचड़ी का लुत्फ उठाया। मकर संक्रिन्त के पर्व को लेकर कई दिनों पहले से तैयारियां की जा रही थीं। महिलाओं ने तरह-तरह के पकवान बनाने के लिए जमकर खरीददारी की थी। सुबह से ही पर्व को लेकर सभी घरों में गजब का उत्साह देखा गया। उरद की दाल की खिचड़ी, दही बड़ा, पापड़ सहित अन्य व्यंजन तैयार किये।	[22, 2063, 250, 2201]
